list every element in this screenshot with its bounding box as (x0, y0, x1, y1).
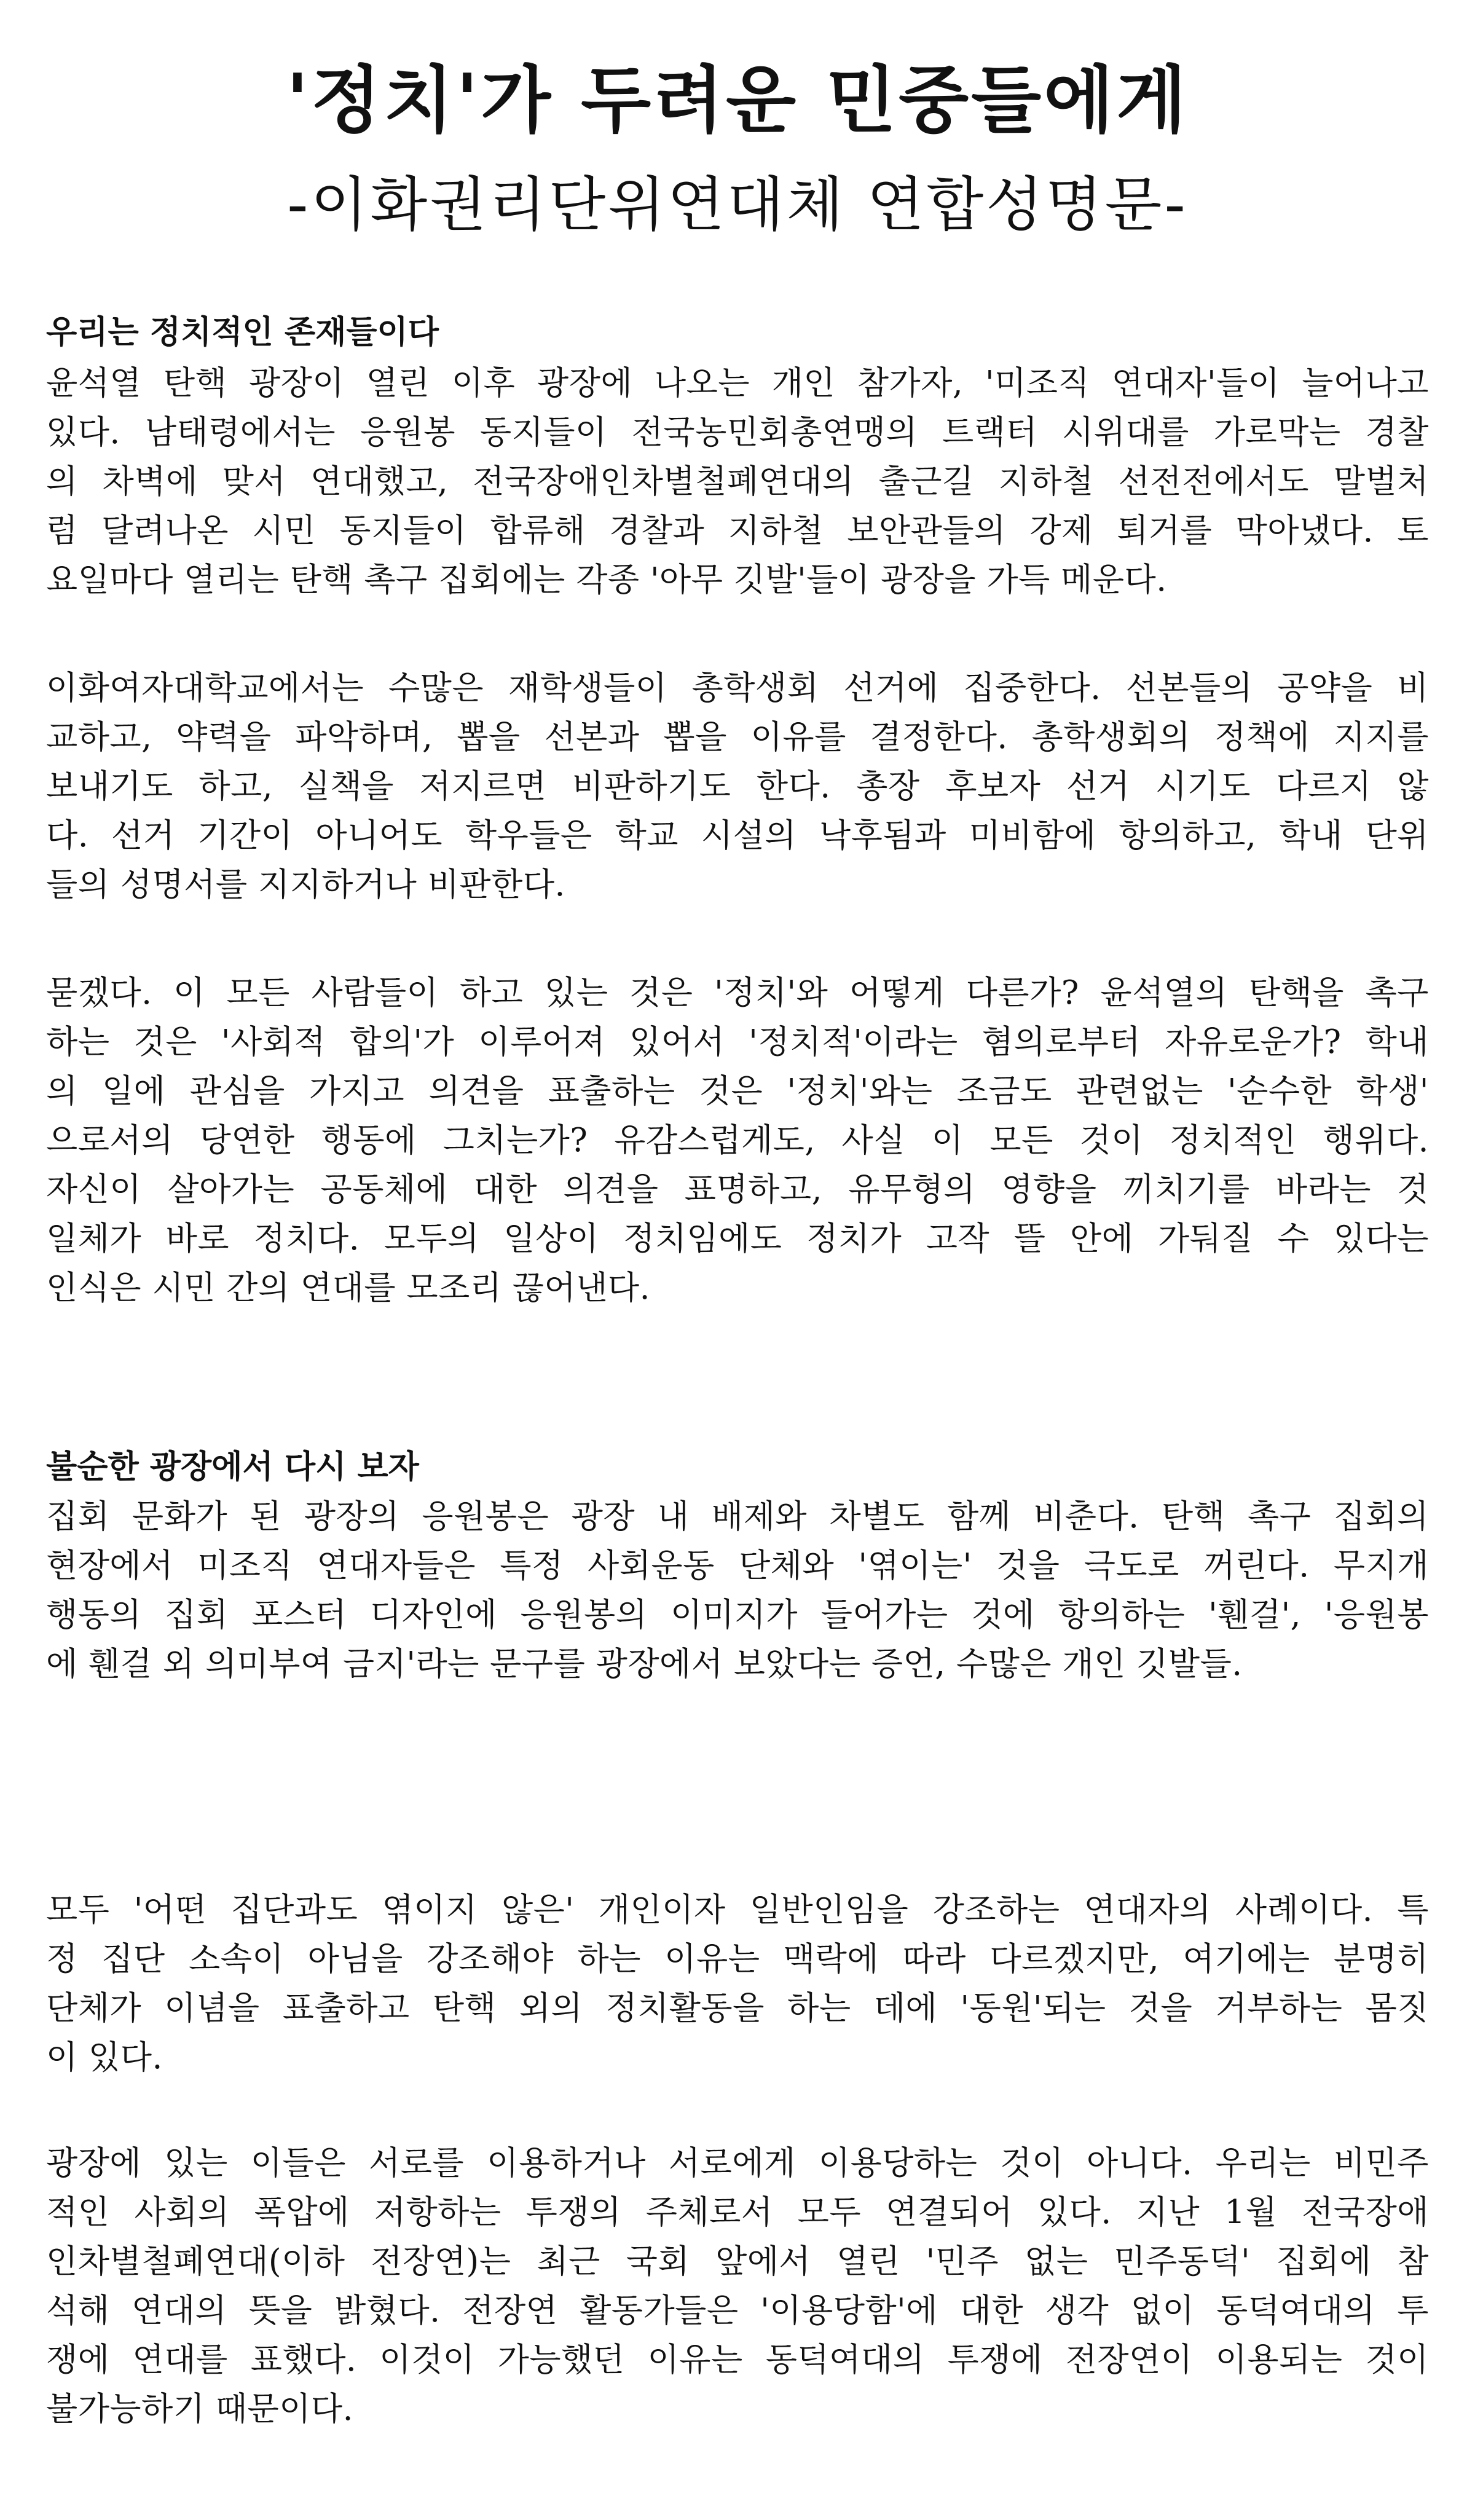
section-heading: 우리는 정치적인 존재들이다 (46, 313, 439, 351)
text-line: 쟁에 연대를 표했다. 이것이 가능했던 이유는 동덕여대의 투쟁에 전장연이 이용되는 것이 (46, 2341, 1429, 2379)
document-title: '정치'가 두려운 민중들에게 (286, 58, 1189, 143)
text-line: 석해 연대의 뜻을 밝혔다. 전장연 활동가들은 '이용당함'에 대한 생각 없이 동덕여대의 투 (46, 2292, 1429, 2329)
paragraph (46, 359, 1429, 605)
text-line: 광장에 있는 이들은 서로를 이용하거나 서로에게 이용당하는 것이 아니다. 우리는 비민주 (46, 2144, 1429, 2182)
paragraph (46, 2139, 1429, 2434)
text-line: 이 있다. (46, 2039, 163, 2076)
text-line: 에 휀걸 외 의미부여 금지'라는 문구를 광장에서 보았다는 증언, 수많은 개인 깃발들. (46, 1645, 1243, 1683)
section-heading: 불순한 광장에서 다시 보자 (46, 1448, 419, 1486)
text-line: 행동의 집회 포스터 디자인에 응원봉의 이미지가 들어가는 것에 항의하는 '휀걸', '응원봉 (46, 1596, 1429, 1634)
text-line: 의 차벽에 맞서 연대했고, 전국장애인차별철폐연대의 출근길 지하철 선전전에서도 말벌처 (46, 463, 1429, 500)
text-line: 보내기도 하고, 실책을 저지르면 비판하기도 한다. 총장 후보자 선거 시기도 다르지 않 (46, 768, 1429, 805)
text-line: 의 일에 관심을 가지고 의견을 표출하는 것은 '정치'와는 조금도 관련없는 '순수한 학생' (46, 1073, 1429, 1110)
text-line: 들의 성명서를 지지하거나 비판한다. (46, 866, 565, 904)
text-line: 단체가 이념을 표출하고 탄핵 외의 정치활동을 하는 데에 '동원'되는 것을 거부하는 몸짓 (46, 1990, 1429, 2027)
text-line: 하는 것은 '사회적 합의'가 이루어져 있어서 '정치적'이라는 혐의로부터 자유로운가? 학내 (46, 1023, 1429, 1061)
paragraph (46, 1886, 1429, 2082)
text-line: 럼 달려나온 시민 동지들이 합류해 경찰과 지하철 보안관들의 강제 퇴거를 막아냈다. 토 (46, 512, 1429, 549)
text-line: 다. 선거 기간이 아니어도 학우들은 학교 시설의 낙후됨과 미비함에 항의하고, 학내 단위 (46, 817, 1429, 854)
paragraph (46, 664, 1429, 910)
text-line: 현장에서 미조직 연대자들은 특정 사회운동 단체와 '엮이는' 것을 극도로 꺼린다. 무지개 (46, 1547, 1429, 1585)
text-line: 요일마다 열리는 탄핵 촉구 집회에는 각종 '아무 깃발'들이 광장을 가득 메운다. (46, 561, 1167, 599)
text-line: 자신이 살아가는 공동체에 대한 의견을 표명하고, 유무형의 영향을 끼치기를 바라는 것 (46, 1171, 1429, 1208)
text-line: 윤석열 탄핵 광장이 열린 이후 광장에 나오는 개인 참가자, '미조직 연대자'들이 늘어나고 (46, 364, 1430, 402)
text-line: 모두 '어떤 집단과도 엮이지 않은' 개인이자 일반인임을 강조하는 연대자의 사례이다. 특 (46, 1891, 1429, 1929)
text-line: 이화여자대학교에서는 수많은 재학생들이 총학생회 선거에 집중한다. 선본들의 공약을 비 (46, 669, 1429, 707)
text-line: 일체가 바로 정치다. 모두의 일상이 정치임에도 정치가 고작 뜰 안에 가둬질 수 있다는 (46, 1220, 1429, 1258)
paragraph (46, 1492, 1429, 1689)
text-line: 인차별철폐연대(이하 전장연)는 최근 국회 앞에서 열린 '민주 없는 민주동덕' 집회에 참 (46, 2243, 1429, 2280)
text-line: 으로서의 당연한 행동에 그치는가? 유감스럽게도, 사실 이 모든 것이 정치적인 행위다. (46, 1122, 1429, 1159)
text-line: 불가능하기 때문이다. (46, 2390, 353, 2428)
text-line: 있다. 남태령에서는 응원봉 동지들이 전국농민회총연맹의 트랙터 시위대를 가로막는 경찰 (46, 414, 1429, 451)
text-line: 정 집단 소속이 아님을 강조해야 하는 이유는 맥락에 따라 다르겠지만, 여기에는 분명히 (46, 1940, 1429, 1978)
text-line: 인식은 시민 간의 연대를 모조리 끊어낸다. (46, 1269, 650, 1307)
document-subtitle: -이화권리단위연대체 연합성명문- (286, 170, 1189, 239)
text-line: 묻겠다. 이 모든 사람들이 하고 있는 것은 '정치'와 어떻게 다른가? 윤석열의 탄핵을 촉구 (46, 974, 1429, 1012)
text-line: 집회 문화가 된 광장의 응원봉은 광장 내 배제와 차별도 함께 비춘다. 탄핵 촉구 집회의 (46, 1498, 1429, 1535)
paragraph (46, 969, 1429, 1313)
text-line: 적인 사회의 폭압에 저항하는 투쟁의 주체로서 모두 연결되어 있다. 지난 1월 전국장애 (46, 2194, 1429, 2231)
text-line: 교하고, 약력을 파악하며, 뽑을 선본과 뽑을 이유를 결정한다. 총학생회의 정책에 지지를 (46, 719, 1429, 756)
